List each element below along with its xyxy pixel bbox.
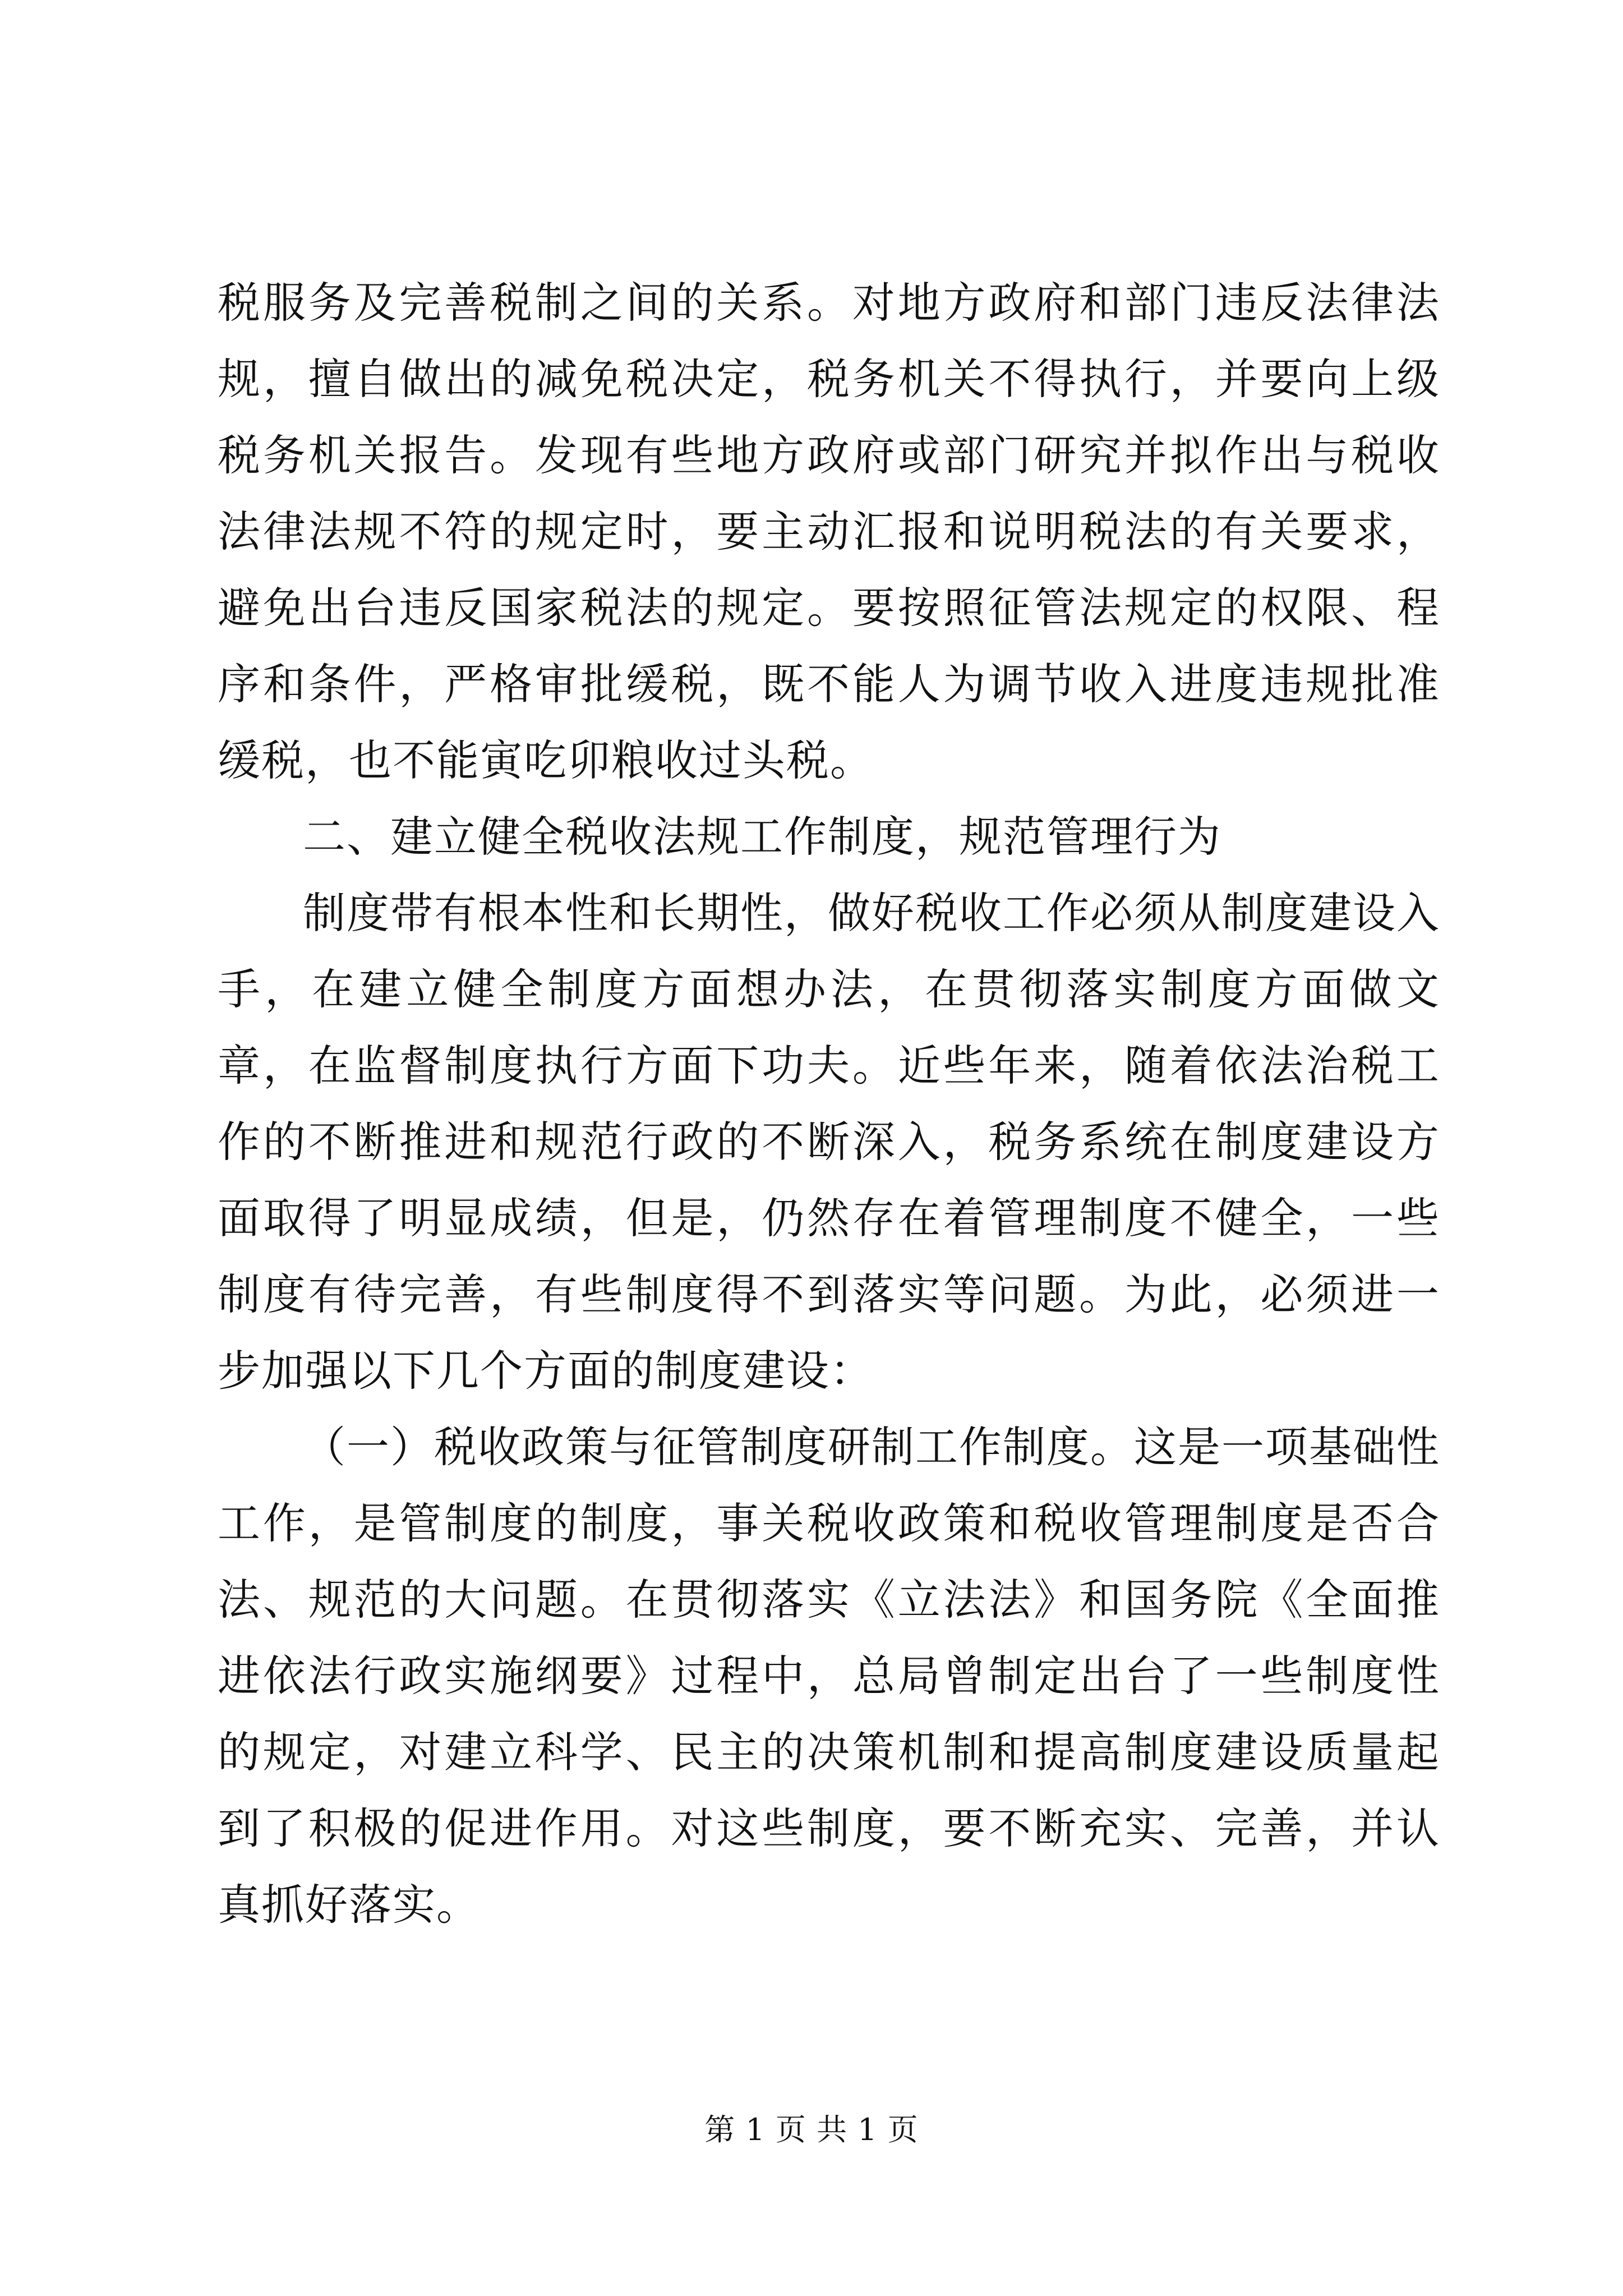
section-heading: 二、建立健全税收法规工作制度，规范管理行为 — [303, 812, 1221, 862]
paragraph-policy-system: （一）税收政策与征管制度研制工作制度。这是一项基础性工作，是管制度的制度，事关税收政策和税收管理制度是否合法、规范的大问题。在贯彻落实《立法法》和国务院《全面推进依法行政实施纲要》过程中，总局曾制定出台了一些制度性的规定，对建立科学、民主的决策机制和提高制度建设质量起到了积极的促进作用。对这些制度，要不断充实、完善，并认真抓好落实。 — [218, 1422, 1440, 1930]
paragraph-continuation: 税服务及完善税制之间的关系。对地方政府和部门违反法律法规，擅自做出的减免税决定，税务机关不得执行，并要向上级税务机关报告。发现有些地方政府或部门研究并拟作出与税收法律法规不符的规定时，要主动汇报和说明税法的有关要求，避免出台违反国家税法的规定。要按照征管法规定的权限、程序和条件，严格审批缓税，既不能人为调节收入进度违规批准缓税，也不能寅吃卯粮收过头税。 — [218, 278, 1440, 785]
page-footer: 第 1 页 共 1 页 — [704, 2112, 919, 2147]
paragraph-system-building: 制度带有根本性和长期性，做好税收工作必须从制度建设入手，在建立健全制度方面想办法，在贯彻落实制度方面做文章，在监督制度执行方面下功夫。近些年来，随着依法治税工作的不断推进和规范行政的不断深入，税务系统在制度建设方面取得了明显成绩，但是，仍然存在着管理制度不健全，一些制度有待完善，有些制度得不到落实等问题。为此，必须进一步加强以下几个方面的制度建设： — [218, 888, 1440, 1396]
document-body — [218, 265, 1440, 1943]
